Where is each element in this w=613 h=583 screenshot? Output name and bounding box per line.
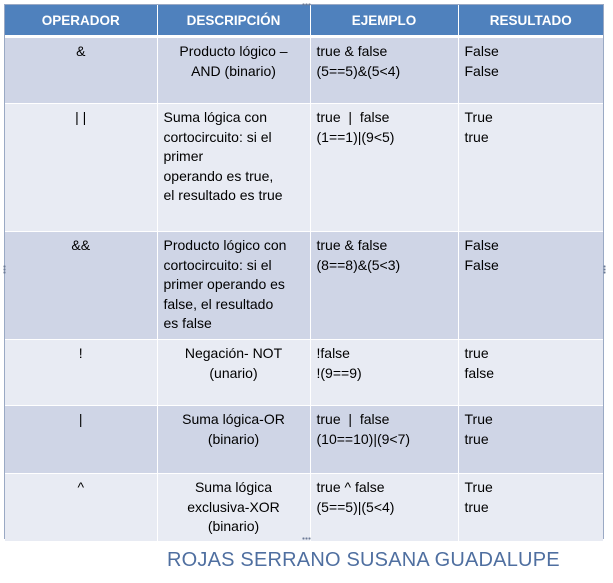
description-cell	[157, 232, 310, 340]
resize-handle-right[interactable]	[603, 265, 606, 274]
result-line: True	[464, 109, 493, 125]
author-name: ROJAS SERRANO SUSANA GUADALUPE	[167, 549, 560, 571]
operator-cell: ^	[5, 474, 157, 542]
result-line: True	[464, 479, 493, 495]
result-cell	[458, 406, 603, 474]
example-line: true & false	[316, 237, 388, 253]
table-row	[5, 232, 603, 340]
example-cell	[310, 37, 458, 104]
example-cell	[310, 340, 458, 406]
table-row	[5, 37, 603, 104]
description-cell	[157, 474, 310, 542]
result-cell	[458, 37, 603, 104]
example-line: (5==5)|(5<4)	[316, 498, 395, 515]
result-line: false	[464, 364, 495, 381]
result-line: true	[464, 345, 489, 361]
example-line: (5==5)&(5<4)	[316, 62, 401, 79]
table-row	[5, 474, 603, 542]
example-line: !false	[316, 345, 350, 361]
resize-handle-bottom[interactable]	[302, 537, 311, 540]
operator-cell: &&	[5, 232, 157, 340]
description-line: (binario)	[207, 430, 260, 447]
operators-table	[5, 5, 603, 542]
result-line: true	[464, 498, 489, 515]
header-descripcion: DESCRIPCIÓN	[157, 5, 310, 37]
operator-cell: |	[5, 406, 157, 474]
description-line: Suma lógica-OR	[182, 411, 285, 427]
result-cell	[458, 340, 603, 406]
table-header-row	[5, 5, 603, 37]
operator-cell: !	[5, 340, 157, 406]
description-line: Producto lógico con	[163, 237, 287, 253]
header-resultado: RESULTADO	[458, 5, 603, 37]
example-line: true | false	[316, 411, 390, 427]
description-cell	[157, 104, 310, 232]
description-line: false, el resultado	[163, 295, 274, 312]
header-ejemplo: EJEMPLO	[310, 5, 458, 37]
header-operador: OPERADOR	[5, 5, 157, 37]
description-line: cortocircuito: si el	[163, 256, 272, 273]
example-line: (8==8)&(5<3)	[316, 256, 401, 273]
result-line: True	[464, 411, 493, 427]
result-cell	[458, 474, 603, 542]
table-row	[5, 104, 603, 232]
description-cell	[157, 406, 310, 474]
example-line: !(9==9)	[316, 364, 362, 381]
table-row	[5, 340, 603, 406]
description-line: operando es true,	[163, 167, 274, 184]
example-line: (1==1)|(9<5)	[316, 128, 395, 145]
result-line: False	[464, 256, 499, 273]
description-line: cortocircuito: si el	[163, 128, 272, 145]
example-cell	[310, 406, 458, 474]
result-line: true	[464, 128, 489, 145]
result-cell	[458, 232, 603, 340]
description-line: primer	[163, 148, 204, 164]
example-line: true ^ false	[316, 479, 385, 495]
description-line: Producto lógico –	[179, 43, 288, 59]
result-line: False	[464, 237, 499, 253]
result-line: False	[464, 62, 499, 79]
description-line: (binario)	[207, 518, 260, 534]
resize-handle-top[interactable]	[302, 3, 311, 6]
result-line: true	[464, 430, 489, 447]
description-line: exclusiva-XOR	[187, 498, 280, 515]
example-cell	[310, 232, 458, 340]
example-line: true | false	[316, 109, 390, 125]
description-cell	[157, 340, 310, 406]
operator-cell: | |	[5, 104, 157, 232]
description-line: Suma lógica con	[163, 109, 268, 125]
description-line: Suma lógica	[194, 479, 273, 495]
result-line: False	[464, 43, 499, 59]
example-cell	[310, 104, 458, 232]
description-line: (unario)	[209, 364, 258, 381]
example-line: true & false	[316, 43, 388, 59]
operator-cell: &	[5, 37, 157, 104]
resize-handle-left[interactable]	[3, 265, 6, 274]
description-line: es false	[163, 315, 212, 331]
description-line: AND (binario)	[191, 62, 276, 79]
table-frame	[4, 4, 604, 539]
table-row	[5, 406, 603, 474]
example-line: (10==10)|(9<7)	[316, 430, 411, 447]
description-line: el resultado es true	[163, 187, 283, 203]
example-cell	[310, 474, 458, 542]
description-cell	[157, 37, 310, 104]
description-line: primer operando es	[163, 276, 285, 292]
description-line: Negación- NOT	[184, 345, 283, 361]
result-cell	[458, 104, 603, 232]
